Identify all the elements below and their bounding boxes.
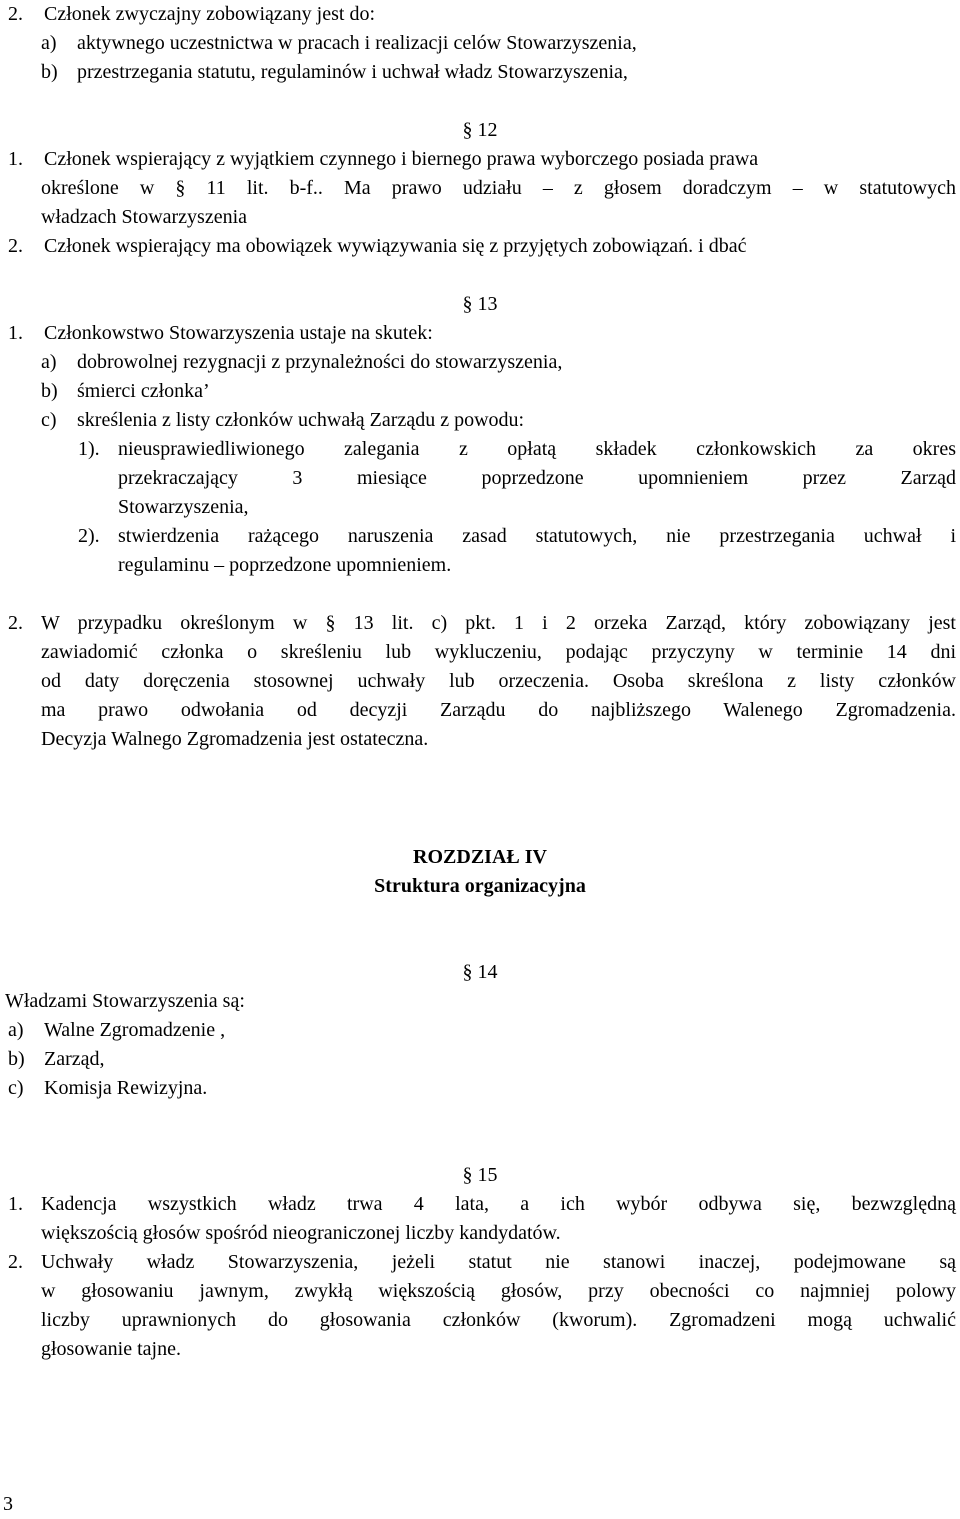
list-item: a) Walne Zgromadzenie , bbox=[8, 1019, 226, 1041]
section-intro: Władzami Stowarzyszenia są: bbox=[5, 990, 245, 1012]
item-text: Komisja Rewizyjna. bbox=[44, 1077, 208, 1099]
list-item: c) Komisja Rewizyjna. bbox=[8, 1077, 208, 1099]
list-item bbox=[8, 522, 956, 551]
item-text: Członek wspierający ma obowiązek wywiązywania się z przyjętych zobowiązań. i dbać bbox=[44, 235, 747, 257]
item-text: aktywnego uczestnictwa w pracach i realizacji celów Stowarzyszenia, bbox=[77, 32, 637, 54]
paragraph-line: określone w § 11 lit. b-f.. Ma prawo udziału – z głosem doradczym – w statutowych bbox=[41, 177, 956, 199]
section-heading: § 14 bbox=[462, 961, 498, 983]
list-item: b) śmierci członka’ bbox=[41, 380, 210, 402]
item-number: 1). bbox=[78, 438, 100, 460]
list-item: b) przestrzegania statutu, regulaminów i uchwał władz Stowarzyszenia, bbox=[41, 61, 628, 83]
paragraph-line: od daty doręczenia stosownej uchwały lub orzeczenia. Osoba skreślona z listy członków bbox=[41, 670, 956, 692]
paragraph-line: liczby uprawnionych do głosowania członków (kworum). Zgromadzeni mogą uchwalić bbox=[41, 1309, 956, 1331]
item-text: skreślenia z listy członków uchwałą Zarządu z powodu: bbox=[77, 409, 525, 431]
item-text: dobrowolnej rezygnacji z przynależności do stowarzyszenia, bbox=[77, 351, 563, 373]
paragraph-line: Stowarzyszenia, bbox=[118, 496, 249, 518]
item-text: Członek wspierający z wyjątkiem czynnego i biernego prawa wyborczego posiada prawa bbox=[44, 148, 759, 170]
item-text: Zarząd, bbox=[44, 1048, 105, 1070]
chapter-heading bbox=[0, 843, 960, 901]
chapter-title: ROZDZIAŁ IV bbox=[413, 846, 547, 868]
item-text: stwierdzenia rażącego naruszenia zasad statutowych, nie przestrzegania uchwał i bbox=[118, 525, 956, 547]
page-number: 3 bbox=[3, 1493, 13, 1515]
list-item: b) Zarząd, bbox=[8, 1048, 105, 1070]
item-number: 2). bbox=[78, 525, 100, 547]
section-15-body bbox=[8, 1190, 956, 1364]
section-14-body bbox=[5, 987, 953, 1103]
list-item: a) dobrowolnej rezygnacji z przynależności do stowarzyszenia, bbox=[41, 351, 563, 373]
list-item: 2. Uchwały władz Stowarzyszenia, jeżeli statut nie stanowi inaczej, podejmowane są bbox=[8, 1248, 956, 1277]
item-text: Uchwały władz Stowarzyszenia, jeżeli statut nie stanowi inaczej, podejmowane są bbox=[41, 1251, 956, 1273]
item-text: Członek zwyczajny zobowiązany jest do: bbox=[44, 3, 375, 25]
item-text: nieusprawiedliwionego zalegania z opłatą składek członkowskich za okres bbox=[118, 438, 956, 460]
item-text: śmierci członka’ bbox=[77, 380, 210, 402]
section-heading: § 12 bbox=[462, 119, 498, 141]
item-text: Członkowstwo Stowarzyszenia ustaje na skutek: bbox=[44, 322, 433, 344]
paragraph-line: Decyzja Walnego Zgromadzenia jest ostateczna. bbox=[41, 728, 429, 750]
item-text: Walne Zgromadzenie , bbox=[44, 1019, 226, 1041]
paragraph-line: głosowanie tajne. bbox=[41, 1338, 181, 1360]
paragraph-line: przekraczający 3 miesiące poprzedzone upomnieniem przez Zarząd bbox=[118, 467, 956, 489]
paragraph-line: w głosowaniu jawnym, zwykłą większością głosów, przy obecności co najmniej polowy bbox=[41, 1280, 956, 1302]
list-item: 1. Kadencja wszystkich władz trwa 4 lata, a ich wybór odbywa się, bezwzględną bbox=[8, 1190, 956, 1219]
section-12-body bbox=[8, 145, 956, 261]
section-heading: § 15 bbox=[462, 1164, 498, 1186]
section-13-body bbox=[8, 319, 956, 580]
item-text: przestrzegania statutu, regulaminów i uchwał władz Stowarzyszenia, bbox=[77, 61, 628, 83]
chapter-subtitle: Struktura organizacyjna bbox=[374, 875, 586, 897]
list-item: 2. W przypadku określonym w § 13 lit. c) pkt. 1 i 2 orzeka Zarząd, który zobowiązany jest bbox=[8, 609, 956, 638]
paragraph-line: ma prawo odwołania od decyzji Zarządu do najbliższego Walenego Zgromadzenia. bbox=[41, 699, 956, 721]
section-13-paragraph-2 bbox=[8, 609, 956, 754]
list-item bbox=[8, 435, 956, 464]
section-heading: § 13 bbox=[462, 293, 498, 315]
paragraph-line: zawiadomić członka o skreśleniu lub wykluczeniu, podając przyczyny w terminie 14 dni bbox=[41, 641, 956, 663]
paragraph-line: większością głosów spośród nieograniczonej liczby kandydatów. bbox=[41, 1222, 561, 1244]
list-item: a) aktywnego uczestnictwa w pracach i realizacji celów Stowarzyszenia, bbox=[41, 32, 637, 54]
list-item: 1. Członkowstwo Stowarzyszenia ustaje na skutek: bbox=[8, 322, 433, 344]
item-text: Kadencja wszystkich władz trwa 4 lata, a ich wybór odbywa się, bezwzględną bbox=[41, 1193, 956, 1215]
list-item: 1. Członek wspierający z wyjątkiem czynnego i biernego prawa wyborczego posiada prawa bbox=[8, 148, 759, 170]
list-item: c) skreślenia z listy członków uchwałą Zarządu z powodu: bbox=[41, 409, 525, 431]
section-11-tail bbox=[8, 0, 958, 87]
list-item: 2. Członek zwyczajny zobowiązany jest do: bbox=[8, 3, 375, 25]
list-item: 2. Członek wspierający ma obowiązek wywiązywania się z przyjętych zobowiązań. i dbać bbox=[8, 235, 747, 257]
paragraph-line: regulaminu – poprzedzone upomnieniem. bbox=[118, 554, 452, 576]
paragraph-line: władzach Stowarzyszenia bbox=[41, 206, 248, 228]
item-text: W przypadku określonym w § 13 lit. c) pkt. 1 i 2 orzeka Zarząd, który zobowiązany jest bbox=[41, 612, 956, 634]
